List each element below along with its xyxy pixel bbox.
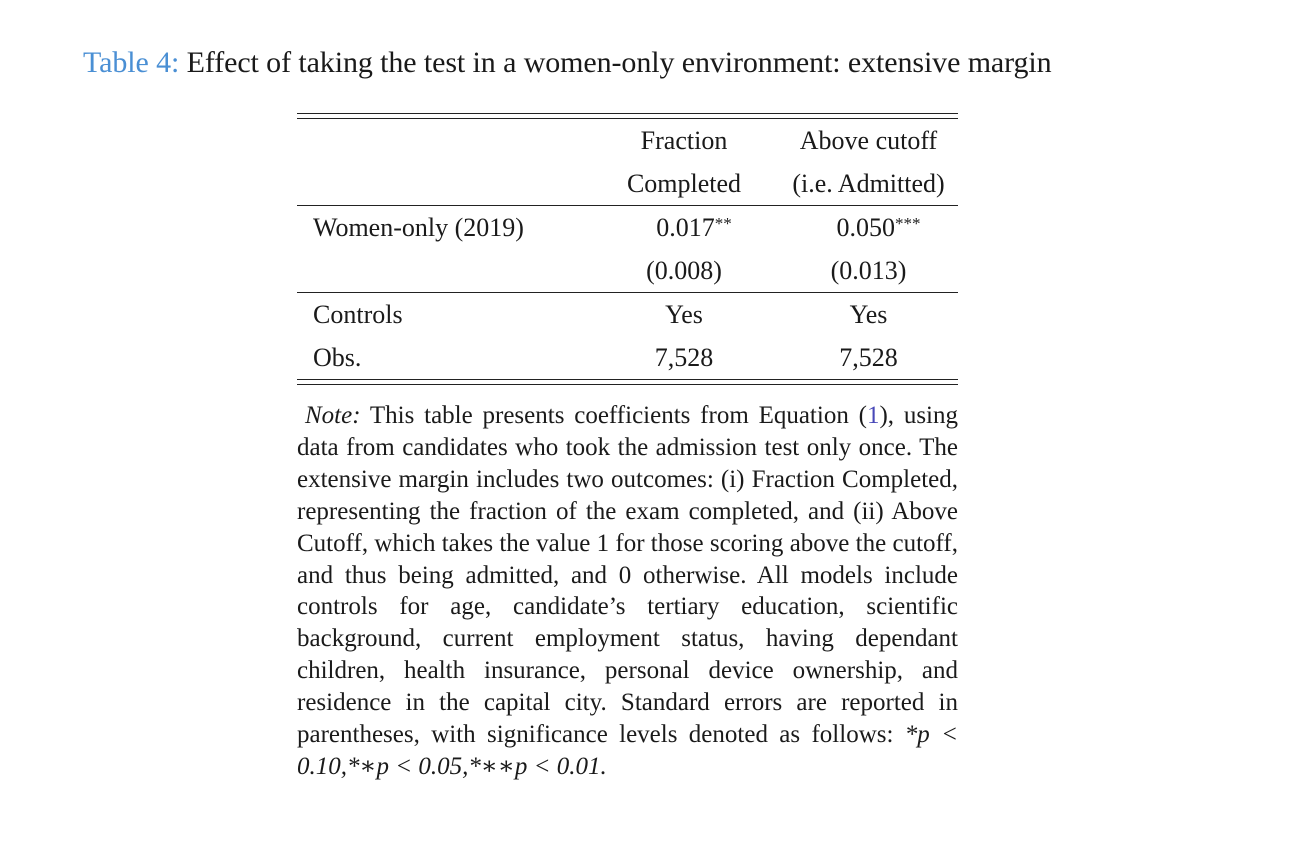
table-cell: 7,528 (654, 342, 714, 372)
coef-cell (779, 206, 958, 249)
caption-label: Table 4: (83, 46, 180, 79)
significance-level: *∗∗p < 0.01. (468, 752, 607, 780)
coef-value: 0.017 (656, 212, 715, 242)
coef-value: 0.050 (836, 212, 895, 242)
significance-level: *p < 0.10, (297, 721, 959, 780)
header-cell: Completed (626, 168, 742, 198)
bottom-rule (297, 379, 958, 385)
row-label: Controls (313, 299, 403, 329)
note-text: ), using data from candidates who took the admission test only once. The extensive margin includes two outcomes: (i) Fraction Completed, representing the fraction of the exam completed, and (ii) Above Cutoff, which takes the value 1 for those scoring above the cutoff, and thus being admitted, and 0 otherwise. All models include controls for age, candidate’s tertiary education, scientific background, current employment status, having dependant children, health insurance, personal device ownership, and residence in the capital city. Standard errors are reported in parentheses, with significance levels denoted as follows: (297, 402, 958, 749)
row-label: Obs. (313, 342, 362, 372)
header-cell (297, 119, 589, 162)
equation-link[interactable]: 1 (866, 402, 880, 429)
table-row (297, 249, 958, 292)
table-row (297, 206, 958, 249)
table-cell: 7,528 (839, 342, 898, 372)
table-cell: Yes (665, 299, 703, 329)
table-caption (83, 46, 1052, 80)
table-row (297, 293, 958, 336)
significance-stars: *** (895, 213, 921, 233)
significance-level: *∗p < 0.05, (347, 752, 469, 780)
header-cell (297, 162, 589, 205)
row-label (297, 249, 589, 292)
table-row (297, 336, 958, 379)
header-cell: Above cutoff (799, 125, 938, 155)
coef-cell (589, 206, 779, 249)
row-label: Women-only (2019) (313, 212, 524, 242)
note-head: Note: (305, 402, 361, 429)
table-cell: Yes (849, 299, 888, 329)
note-text: This table presents coefficients from Equation ( (369, 402, 867, 429)
regression-table (297, 113, 958, 385)
std-error-cell: (0.008) (646, 255, 722, 285)
std-error-cell: (0.013) (830, 255, 907, 285)
significance-stars: ** (714, 213, 732, 233)
caption-title: Effect of taking the test in a women-only environment: extensive margin (186, 46, 1052, 79)
header-row-1 (297, 119, 958, 162)
table-note (297, 400, 958, 783)
header-cell: (i.e. Admitted) (792, 168, 945, 198)
header-cell: Fraction (640, 125, 728, 155)
header-row-2 (297, 162, 958, 205)
